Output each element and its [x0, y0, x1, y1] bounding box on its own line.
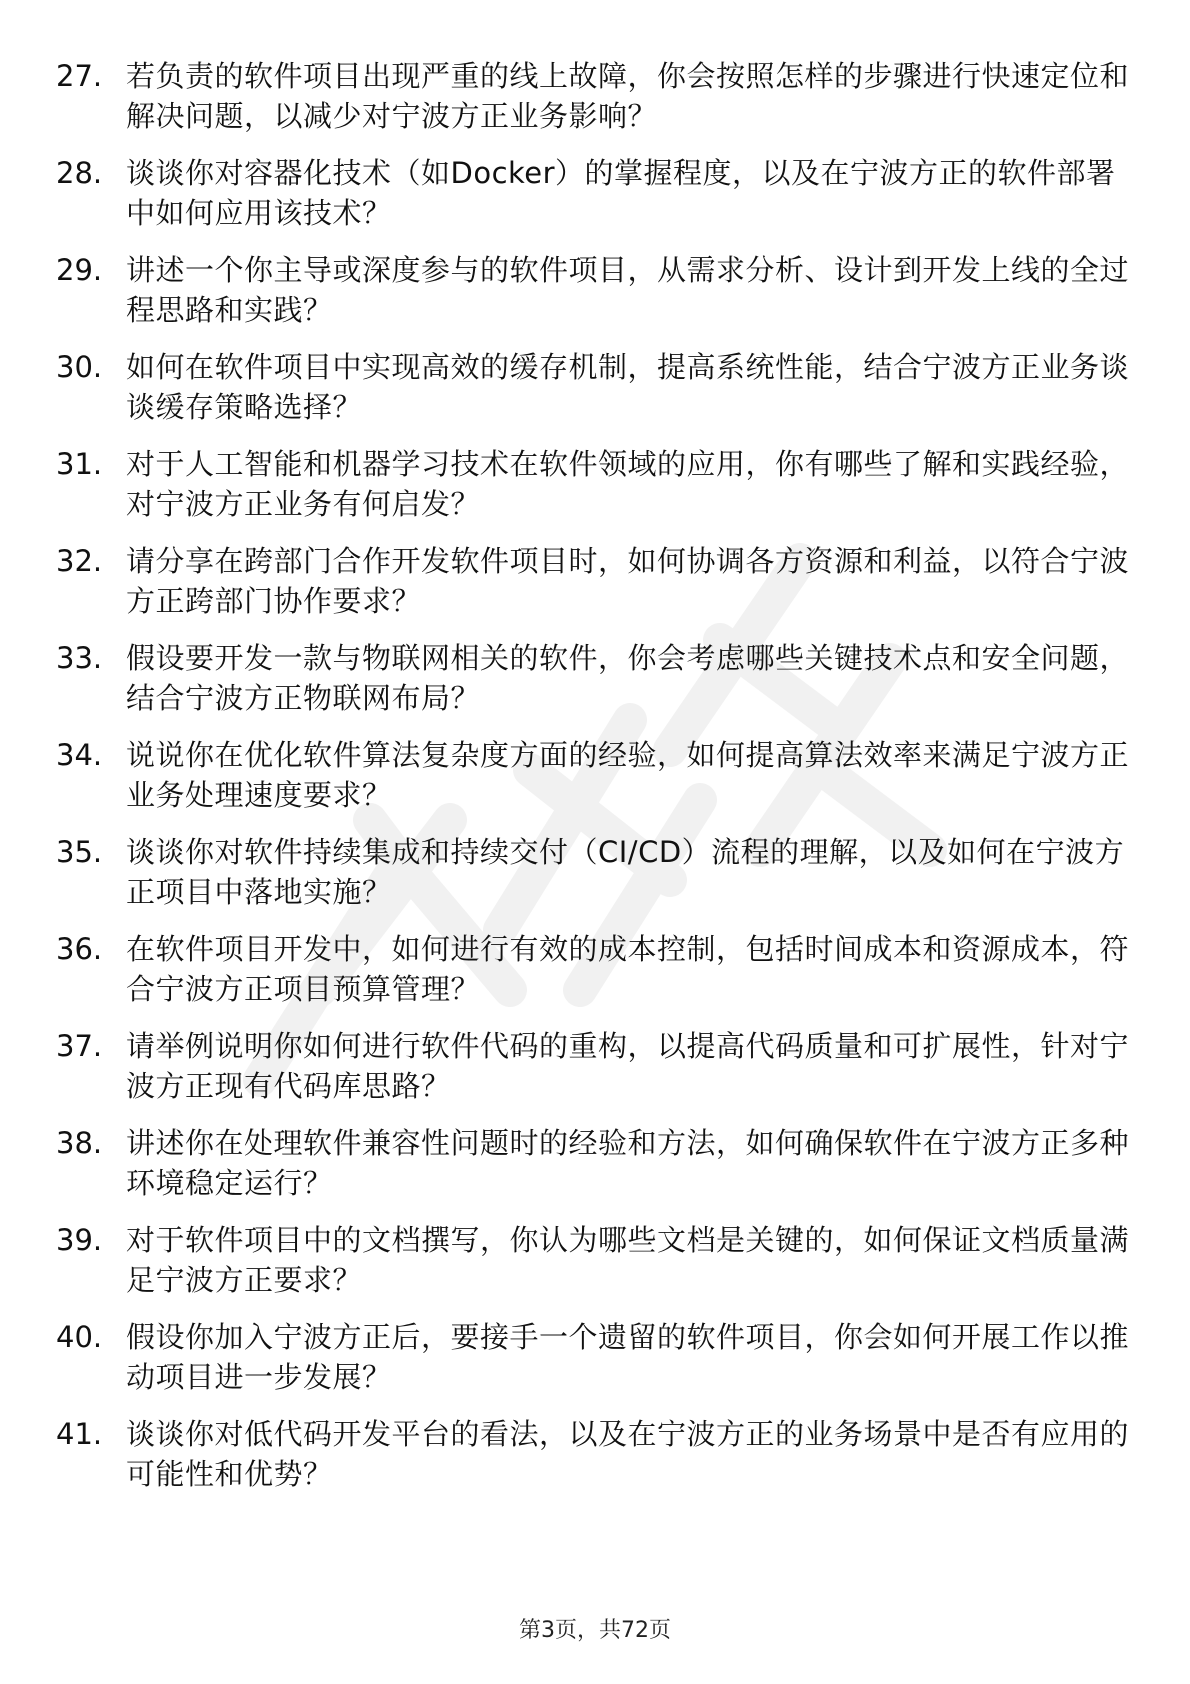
question-number: 27.: [56, 59, 103, 93]
question-item: [56, 250, 1136, 330]
question-number: 40.: [56, 1320, 103, 1354]
question-item: [56, 347, 1136, 427]
question-text: 说说你在优化软件算法复杂度方面的经验，如何提高算法效率来满足宁波方正业务处理速度要求？: [126, 738, 1130, 812]
page-footer: [0, 1616, 1190, 1646]
question-item: [56, 735, 1136, 815]
question-text: 谈谈你对容器化技术（如Docker）的掌握程度，以及在宁波方正的软件部署中如何应用该技术？: [126, 156, 1116, 230]
question-item: [56, 444, 1136, 524]
question-item: [56, 153, 1136, 233]
question-text: 在软件项目开发中，如何进行有效的成本控制，包括时间成本和资源成本，符合宁波方正项目预算管理？: [126, 932, 1130, 1006]
question-number: 35.: [56, 835, 103, 869]
question-item: [56, 1026, 1136, 1106]
question-number: 36.: [56, 932, 103, 966]
question-text: 若负责的软件项目出现严重的线上故障，你会按照怎样的步骤进行快速定位和解决问题，以减少对宁波方正业务影响？: [126, 59, 1130, 133]
question-text: 对于人工智能和机器学习技术在软件领域的应用，你有哪些了解和实践经验，对宁波方正业务有何启发？: [126, 447, 1130, 521]
question-item: [56, 1414, 1136, 1494]
question-list: [56, 56, 1136, 1511]
question-item: [56, 832, 1136, 912]
question-text: 假设你加入宁波方正后，要接手一个遗留的软件项目，你会如何开展工作以推动项目进一步发展？: [126, 1320, 1130, 1394]
question-text: 如何在软件项目中实现高效的缓存机制，提高系统性能，结合宁波方正业务谈谈缓存策略选择？: [126, 350, 1130, 424]
question-text: 谈谈你对低代码开发平台的看法，以及在宁波方正的业务场景中是否有应用的可能性和优势？: [126, 1417, 1130, 1491]
question-item: [56, 638, 1136, 718]
question-item: [56, 1123, 1136, 1203]
question-text: 请分享在跨部门合作开发软件项目时，如何协调各方资源和利益，以符合宁波方正跨部门协作要求？: [126, 544, 1130, 618]
page-number: 第3页，共72页: [519, 1618, 671, 1643]
question-number: 30.: [56, 350, 103, 384]
question-text: 讲述你在处理软件兼容性问题时的经验和方法，如何确保软件在宁波方正多种环境稳定运行？: [126, 1126, 1130, 1200]
question-text: 谈谈你对软件持续集成和持续交付（CI/CD）流程的理解，以及如何在宁波方正项目中落地实施？: [126, 835, 1125, 909]
question-number: 37.: [56, 1029, 103, 1063]
question-number: 41.: [56, 1417, 103, 1451]
question-number: 34.: [56, 738, 103, 772]
question-number: 31.: [56, 447, 103, 481]
question-number: 28.: [56, 156, 103, 190]
question-text: 对于软件项目中的文档撰写，你认为哪些文档是关键的，如何保证文档质量满足宁波方正要求？: [126, 1223, 1130, 1297]
question-text: 请举例说明你如何进行软件代码的重构，以提高代码质量和可扩展性，针对宁波方正现有代码库思路？: [126, 1029, 1130, 1103]
question-item: [56, 56, 1136, 136]
question-number: 32.: [56, 544, 103, 578]
question-text: 假设要开发一款与物联网相关的软件，你会考虑哪些关键技术点和安全问题，结合宁波方正物联网布局？: [126, 641, 1130, 715]
question-item: [56, 1317, 1136, 1397]
question-number: 33.: [56, 641, 103, 675]
question-text: 讲述一个你主导或深度参与的软件项目，从需求分析、设计到开发上线的全过程思路和实践？: [126, 253, 1130, 327]
question-number: 38.: [56, 1126, 103, 1160]
question-item: [56, 929, 1136, 1009]
question-item: [56, 1220, 1136, 1300]
question-number: 39.: [56, 1223, 103, 1257]
question-number: 29.: [56, 253, 103, 287]
question-item: [56, 541, 1136, 621]
